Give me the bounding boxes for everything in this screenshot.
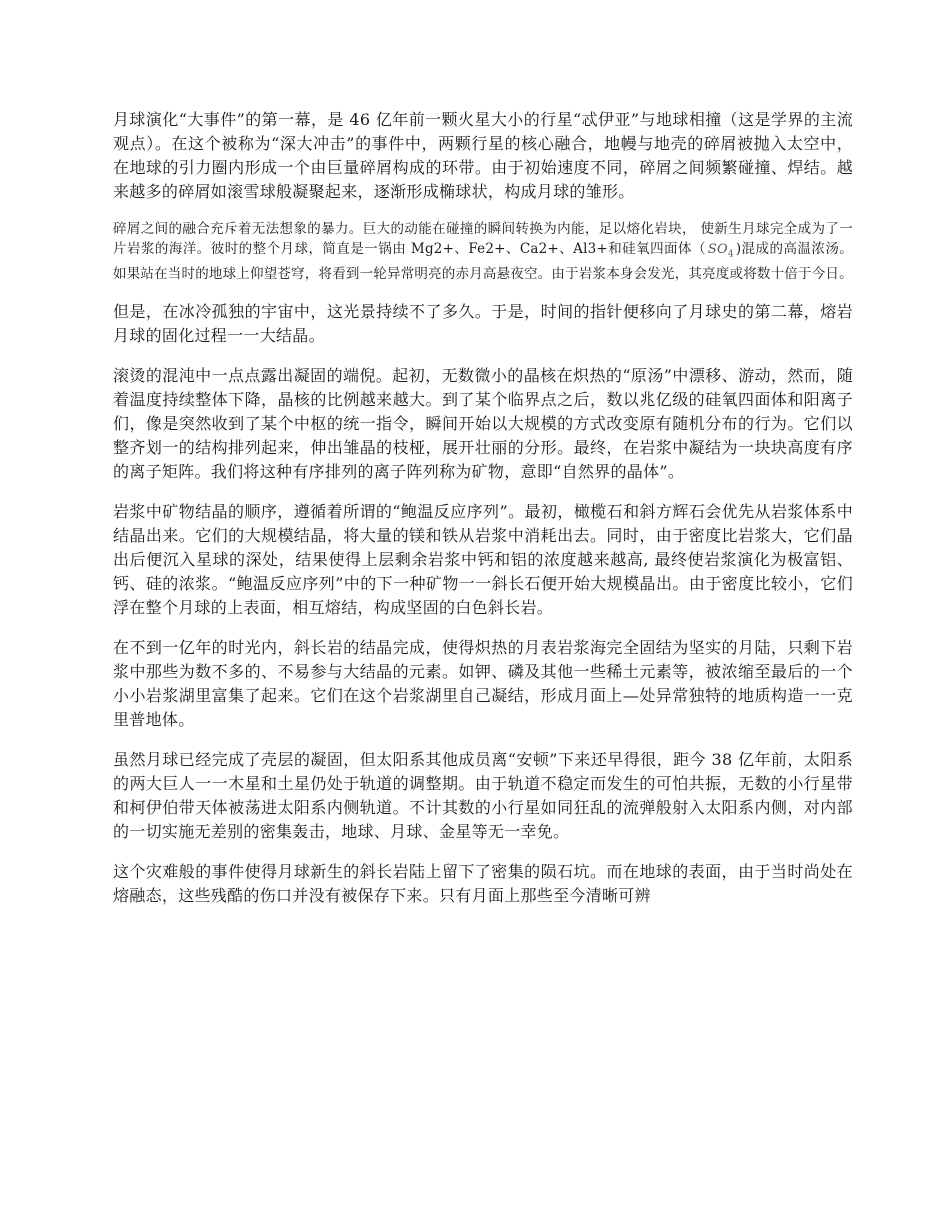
formula-subscript: 4 bbox=[727, 249, 734, 260]
magma-ocean-text-end: )混成的高温浓汤。如果站在当时的地球上仰望苍穹，将看到一轮异常明亮的赤月高悬夜空。由于岩浆本身会发光，其亮度或将数十倍于今日。 bbox=[113, 240, 853, 282]
formula-main: SO bbox=[707, 241, 728, 257]
paragraph-giant-impact: 月球演化“大事件”的第一幕，是 46 亿年前一颗火星大小的行星“忒伊亚”与地球相撞（这是学界的主流观点）。在这个被称为“深大冲击”的事件中，两颗行星的核心融合，地幔与地壳的碎屑被抛入太空中，在地球的引力圈内形成一个由巨量碎屑构成的环带。由于初始速度不同，碎屑之间频繁碰撞、焊结。越来越多的碎屑如滚雪球般凝聚起来，逐渐形成椭球状，构成月球的雏形。 bbox=[113, 110, 853, 201]
paragraph-magma-ocean bbox=[113, 220, 853, 284]
sulfate-formula bbox=[706, 241, 736, 260]
paragraph-kreep-terrane: 在不到一亿年的时光内，斜长岩的结晶完成，使得炽热的月表岩浆海完全固结为坚实的月陆，只剩下岩浆中那些为数不多的、不易参与大结晶的元素。如钾、磷及其他一些稀土元素等，被浓缩至最后的一个小小岩浆湖里富集了起来。它们在这个岩浆湖里自己凝结，形成月面上—处异常独特的地质构造一一克里普地体。 bbox=[113, 638, 853, 730]
paragraph-crystallization: 滚烫的混沌中一点点露出凝固的端倪。起初，无数微小的晶核在炽热的“原汤”中漂移、游动，然而，随着温度持续整体下降，晶核的比例越来越大。到了某个临界点之后，数以兆亿级的硅氧四面体和阳离子们，像是突然收到了某个中枢的统一指令，瞬间开始以大规模的方式改变原有随机分布的行为。它们以整齐划一的结构排列起来，伸出雏晶的枝桠，展开壮丽的分形。最终，在岩浆中凝结为一块块高度有序的离子矩阵。我们将这种有序排列的离子阵列称为矿物，意即“自然界的晶体”。 bbox=[113, 366, 853, 482]
paragraph-bowen-series: 岩浆中矿物结晶的顺序，遵循着所谓的“鲍温反应序列”。最初，橄榄石和斜方辉石会优先从岩浆体系中结晶出来。它们的大规模结晶，将大量的镁和铁从岩浆中消耗出去。同时，由于密度比岩浆大，它们晶出后便沉入星球的深处，结果使得上层剩余岩浆中钙和铝的浓度越来越高, 最终使岩浆演化为极富铝、钙、硅的浓浆。“鲍温反应序列”中的下一种矿物一一斜长石便开始大规模晶出。由于密度比较小，它们浮在整个月球的上表面，相互熔结，构成坚固的白色斜长岩。 bbox=[113, 502, 853, 618]
magma-ocean-text-start: 碎屑之间的融合充斥着无法想象的暴力。巨大的动能在碰撞的瞬间转换为内能，足以熔化岩块， 使新生月球完全成为了一片岩浆的海洋。彼时的整个月球，简直是一锅由 Mg2+、Fe2+、Ca2+、Al3+和硅氧四面体（ bbox=[113, 221, 853, 257]
paragraph-late-heavy-bombardment: 虽然月球已经完成了壳层的凝固，但太阳系其他成员离“安顿”下来还早得很，距今 38 亿年前，太阳系的两大巨人一一木星和土星仍处于轨道的调整期。由于轨道不稳定而发生的可怕共振，无数的小行星带和柯伊伯带天体被荡进太阳系内侧轨道。不计其数的小行星如同狂乱的流弹般射入太阳系内侧，对内部的一切实施无差别的密集轰击，地球、月球、金星等无一幸免。 bbox=[113, 750, 853, 842]
paragraph-craters: 这个灾难般的事件使得月球新生的斜长岩陆上留下了密集的陨石坑。而在地球的表面，由于当时尚处在熔融态，这些残酷的伤口并没有被保存下来。只有月面上那些至今清晰可辨 bbox=[113, 862, 853, 906]
document-body bbox=[113, 108, 853, 908]
paragraph-second-act: 但是，在冰冷孤独的宇宙中，这光景持续不了多久。于是，时间的指针便移向了月球史的第二幕，熔岩月球的固化过程一一大结晶。 bbox=[113, 302, 853, 346]
